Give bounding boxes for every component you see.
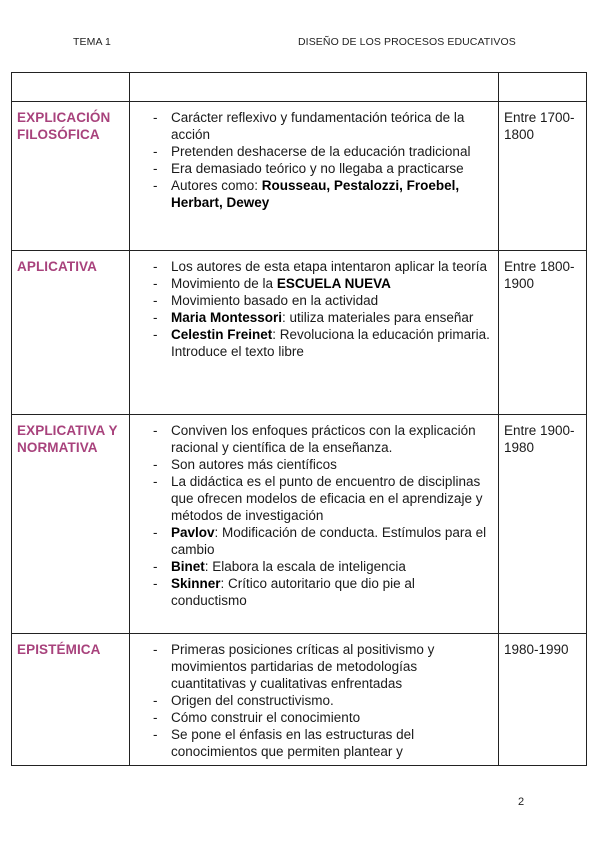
list-item: - Movimiento basado en la actividad (153, 293, 379, 308)
phase-name: EPISTÉMICA (17, 642, 101, 657)
didactics-phases-table (11, 72, 587, 766)
list-item: - Carácter reflexivo y fundamentación teórica de la acción (153, 110, 465, 142)
list-item: - Se pone el énfasis en las estructuras del conocimientos que permiten plantear y (153, 727, 415, 759)
table-row (12, 251, 587, 415)
phase-items-list (130, 102, 498, 215)
table-header-row (12, 73, 587, 102)
phase-period: Entre 1900-1980 (504, 423, 575, 455)
list-item: - Los autores de esta etapa intentaron aplicar la teoría (153, 259, 487, 274)
list-item: - Era demasiado teórico y no llegaba a practicarse (153, 161, 464, 176)
list-item: - Son autores más científicos (153, 457, 337, 472)
list-item: - Binet: Elabora la escala de inteligencia (153, 559, 406, 574)
list-item: - Skinner: Crítico autoritario que dio pie al conductismo (153, 576, 415, 608)
table-row (12, 634, 587, 766)
header-topic: TEMA 1 (73, 36, 111, 48)
list-item: - Conviven los enfoques prácticos con la explicación racional y científica de la enseñanza. (153, 423, 476, 455)
table-row (12, 102, 587, 251)
list-item: - Maria Montessori: utiliza materiales para enseñar (153, 310, 474, 325)
phase-items-list (130, 251, 498, 364)
header-cell-empty (12, 73, 130, 102)
phase-period: Entre 1700-1800 (504, 110, 575, 142)
phase-name: EXPLICACIÓN FILOSÓFICA (17, 110, 111, 142)
list-item: - La didáctica es el punto de encuentro de disciplinas que ofrecen modelos de eficacia en el aprendizaje y métodos de investigación (153, 474, 483, 523)
list-item: - Autores como: Rousseau, Pestalozzi, Froebel, Herbart, Dewey (153, 178, 460, 210)
phase-items-list (130, 634, 498, 764)
list-item: - Cómo construir el conocimiento (153, 710, 361, 725)
header-cell-empty (130, 73, 499, 102)
phase-items-list (130, 415, 498, 613)
phase-period: Entre 1800-1900 (504, 259, 575, 291)
phase-name: APLICATIVA (17, 259, 97, 274)
phase-name: EXPLICATIVA Y NORMATIVA (17, 423, 118, 455)
table-row (12, 415, 587, 634)
list-item: - Pretenden deshacerse de la educación tradicional (153, 144, 471, 159)
page-number: 2 (518, 796, 525, 808)
header-cell-empty (499, 73, 587, 102)
list-item: - Movimiento de la ESCUELA NUEVA (153, 276, 391, 291)
list-item: - Celestin Freinet: Revoluciona la educación primaria. Introduce el texto libre (153, 327, 490, 359)
list-item: - Primeras posiciones críticas al positivismo y movimientos partidarias de metodologías cuantitativas y cualitativas enfrentadas (153, 642, 435, 691)
header-subject: DISEÑO DE LOS PROCESOS EDUCATIVOS (298, 36, 516, 48)
list-item: - Origen del constructivismo. (153, 693, 334, 708)
phase-period: 1980-1990 (504, 642, 569, 657)
list-item: - Pavlov: Modificación de conducta. Estímulos para el cambio (153, 525, 487, 557)
